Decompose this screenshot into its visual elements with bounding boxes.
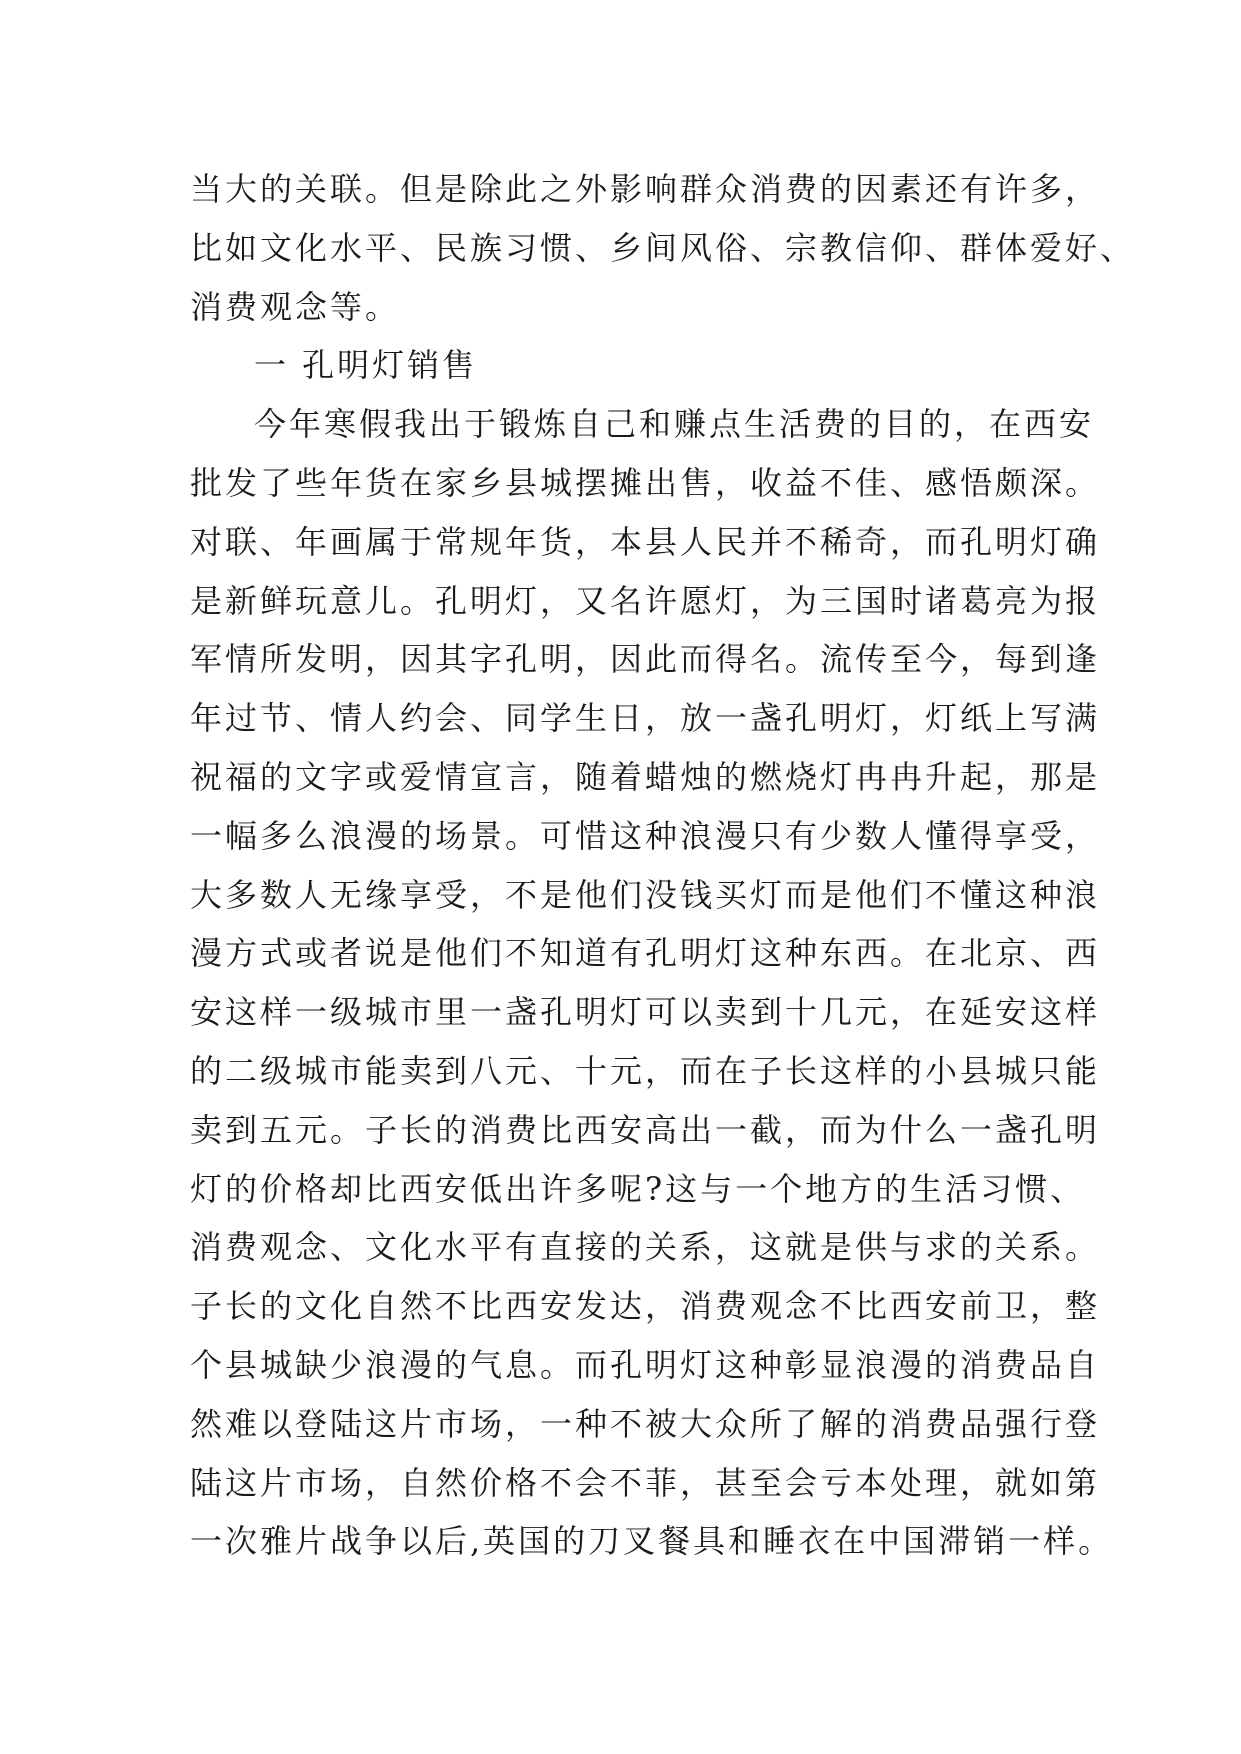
text-line: 消费观念等。 bbox=[190, 287, 401, 326]
text-line: 个县城缺少浪漫的气息。而孔明灯这种彰显浪漫的消费品自 bbox=[190, 1345, 1101, 1384]
text-line: 卖到五元。子长的消费比西安高出一截，而为什么一盏孔明 bbox=[190, 1110, 1101, 1149]
text-line: 对联、年画属于常规年货，本县人民并不稀奇，而孔明灯确 bbox=[190, 522, 1101, 561]
text-line: 是新鲜玩意儿。孔明灯，又名许愿灯，为三国时诸葛亮为报 bbox=[190, 581, 1101, 620]
text-line: 陆这片市场，自然价格不会不菲，甚至会亏本处理，就如第 bbox=[190, 1463, 1101, 1502]
text-line: 然难以登陆这片市场，一种不被大众所了解的消费品强行登 bbox=[190, 1404, 1101, 1443]
text-line: 漫方式或者说是他们不知道有孔明灯这种东西。在北京、西 bbox=[190, 934, 1101, 973]
section-heading: 一 孔明灯销售 bbox=[254, 346, 478, 385]
text-line: 批发了些年货在家乡县城摆摊出售，收益不佳、感悟颇深。 bbox=[190, 463, 1101, 502]
text-line: 比如文化水平、民族习惯、乡间风俗、宗教信仰、群体爱好、 bbox=[190, 228, 1136, 267]
text-line: 一幅多么浪漫的场景。可惜这种浪漫只有少数人懂得享受， bbox=[190, 816, 1101, 855]
text-line: 消费观念、文化水平有直接的关系，这就是供与求的关系。 bbox=[190, 1228, 1101, 1267]
text-line: 大多数人无缘享受，不是他们没钱买灯而是他们不懂这种浪 bbox=[190, 875, 1101, 914]
text-line: 当大的关联。但是除此之外影响群众消费的因素还有许多， bbox=[190, 170, 1101, 208]
text-line: 年过节、情人约会、同学生日，放一盏孔明灯，灯纸上写满 bbox=[190, 699, 1101, 738]
text-line: 灯的价格却比西安低出许多呢?这与一个地方的生活习惯、 bbox=[190, 1169, 1086, 1208]
text-line: 子长的文化自然不比西安发达，消费观念不比西安前卫，整 bbox=[190, 1287, 1101, 1326]
text-line: 的二级城市能卖到八元、十元，而在子长这样的小县城只能 bbox=[190, 1051, 1101, 1090]
text-line: 祝福的文字或爱情宣言，随着蜡烛的燃烧灯冉冉升起，那是 bbox=[190, 757, 1101, 796]
paragraph-first-line: 今年寒假我出于锻炼自己和赚点生活费的目的，在西安 bbox=[254, 405, 1095, 444]
body-text bbox=[190, 160, 1136, 1571]
text-line: 安这样一级城市里一盏孔明灯可以卖到十几元，在延安这样 bbox=[190, 993, 1101, 1032]
text-line: 军情所发明，因其字孔明，因此而得名。流传至今，每到逢 bbox=[190, 640, 1101, 679]
text-line: 一次雅片战争以后,英国的刀叉餐具和睡衣在中国滞销一样。 bbox=[190, 1522, 1114, 1561]
